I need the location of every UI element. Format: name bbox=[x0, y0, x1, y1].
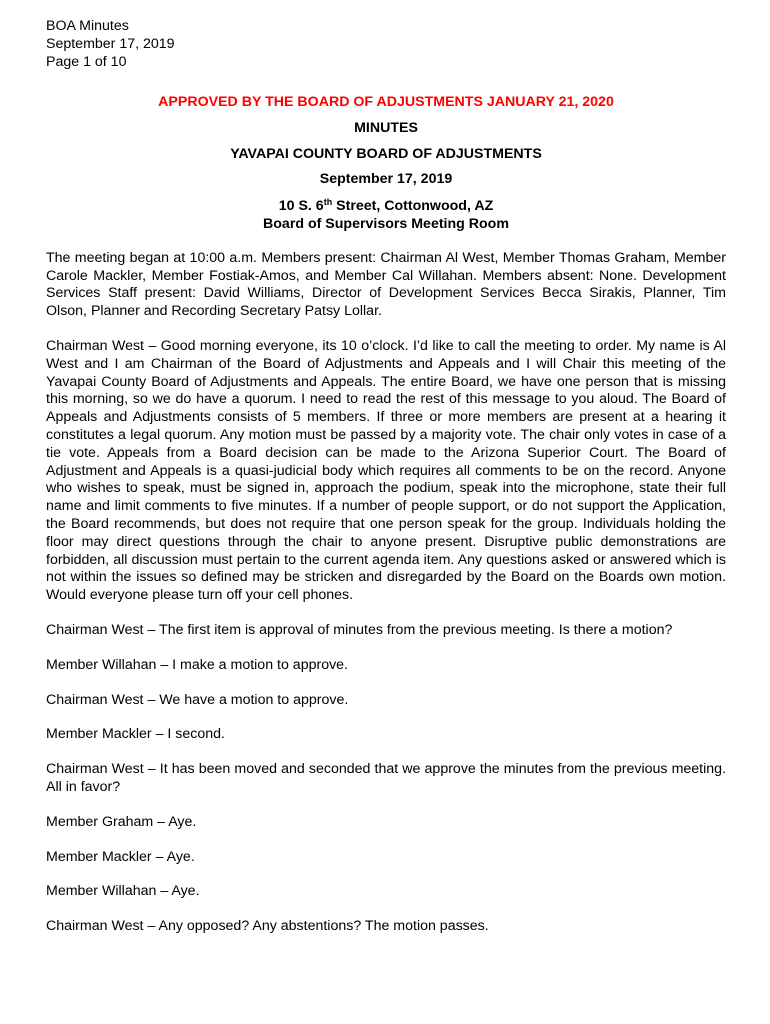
motion-second: Member Mackler – I second. bbox=[46, 726, 225, 743]
document-header bbox=[46, 17, 726, 71]
vote-graham: Member Graham – Aye. bbox=[46, 813, 197, 830]
address-number: 10 S. 6 bbox=[278, 198, 324, 215]
address-street: Street, Cottonwood, AZ bbox=[332, 198, 494, 215]
vote-mackler: Member Mackler – Aye. bbox=[46, 848, 195, 865]
motion-passes: Chairman West – Any opposed? Any abstentions? The motion passes. bbox=[46, 918, 489, 935]
meeting-room: Board of Supervisors Meeting Room bbox=[263, 215, 509, 232]
meeting-date: September 17, 2019 bbox=[319, 171, 453, 188]
header-page-number: Page 1 of 10 bbox=[46, 54, 127, 70]
attendance-paragraph: The meeting began at 10:00 a.m. Members present: Chairman Al West, Member Thomas Graham, Member Carole Mackler, Member Fostiak-Amos, and Member Cal Willahan. Members absent: None. Development Services Staff present: David Williams, Director of Development Services Becca Sirakis, Planner, Tim Olson, Planner and Recording Secretary Patsy Lollar. bbox=[46, 249, 726, 320]
minutes-approval-question: Chairman West – The first item is approval of minutes from the previous meeting. Is there a motion? bbox=[46, 621, 673, 638]
meeting-address bbox=[46, 198, 726, 216]
document-page bbox=[46, 17, 726, 936]
vote-call: Chairman West – It has been moved and seconded that we approve the minutes from the previous meeting. All in favor? bbox=[46, 761, 726, 795]
address-superscript: th bbox=[323, 197, 333, 208]
board-name: YAVAPAI COUNTY BOARD OF ADJUSTMENTS bbox=[230, 145, 542, 162]
header-title: BOA Minutes bbox=[46, 18, 129, 34]
vote-willahan: Member Willahan – Aye. bbox=[46, 883, 200, 900]
motion-acknowledged: Chairman West – We have a motion to approve. bbox=[46, 691, 349, 708]
chairman-opening-statement: Chairman West – Good morning everyone, its 10 o’clock. I’d like to call the meeting to order. My name is Al West and I am Chairman of the Board of Adjustments and Appeals and I will Chair this meeting of the Yavapai County Board of Adjustments and Appeals. The entire Board, we have one person that is missing this morning, so we do have a quorum. I need to read the rest of this message to you aloud. The Board of Appeals and Adjustments consists of 5 members. If three or more members are present at a hearing it constitutes a legal quorum. Any motion must be passed by a majority vote. The chair only votes in case of a tie vote. Appeals from a Board decision can be made to the Arizona Superior Court. The Board of Adjustment and Appeals is a quasi-judicial body which requires all comments to be on the record. Anyone who wishes to speak, must be signed in, approach the podium, speak into the microphone, state their full name and limit comments to five minutes. If a number of people support, or do not support the Application, the Board recommends, but does not require that one person speak for the group. Individuals holding the floor may direct questions through the chair to anyone present. Disruptive public demonstrations are forbidden, all discussion must pertain to the current agenda item. Any questions asked or answered which is not within the issues so defined may be stricken and disregarded by the Board on the Boards own motion. Would everyone please turn off your cell phones. bbox=[46, 337, 726, 604]
minutes-title: MINUTES bbox=[354, 119, 418, 136]
motion-to-approve: Member Willahan – I make a motion to approve. bbox=[46, 656, 349, 673]
approval-notice: APPROVED BY THE BOARD OF ADJUSTMENTS JANUARY 21, 2020 bbox=[158, 94, 614, 110]
header-date: September 17, 2019 bbox=[46, 36, 175, 52]
